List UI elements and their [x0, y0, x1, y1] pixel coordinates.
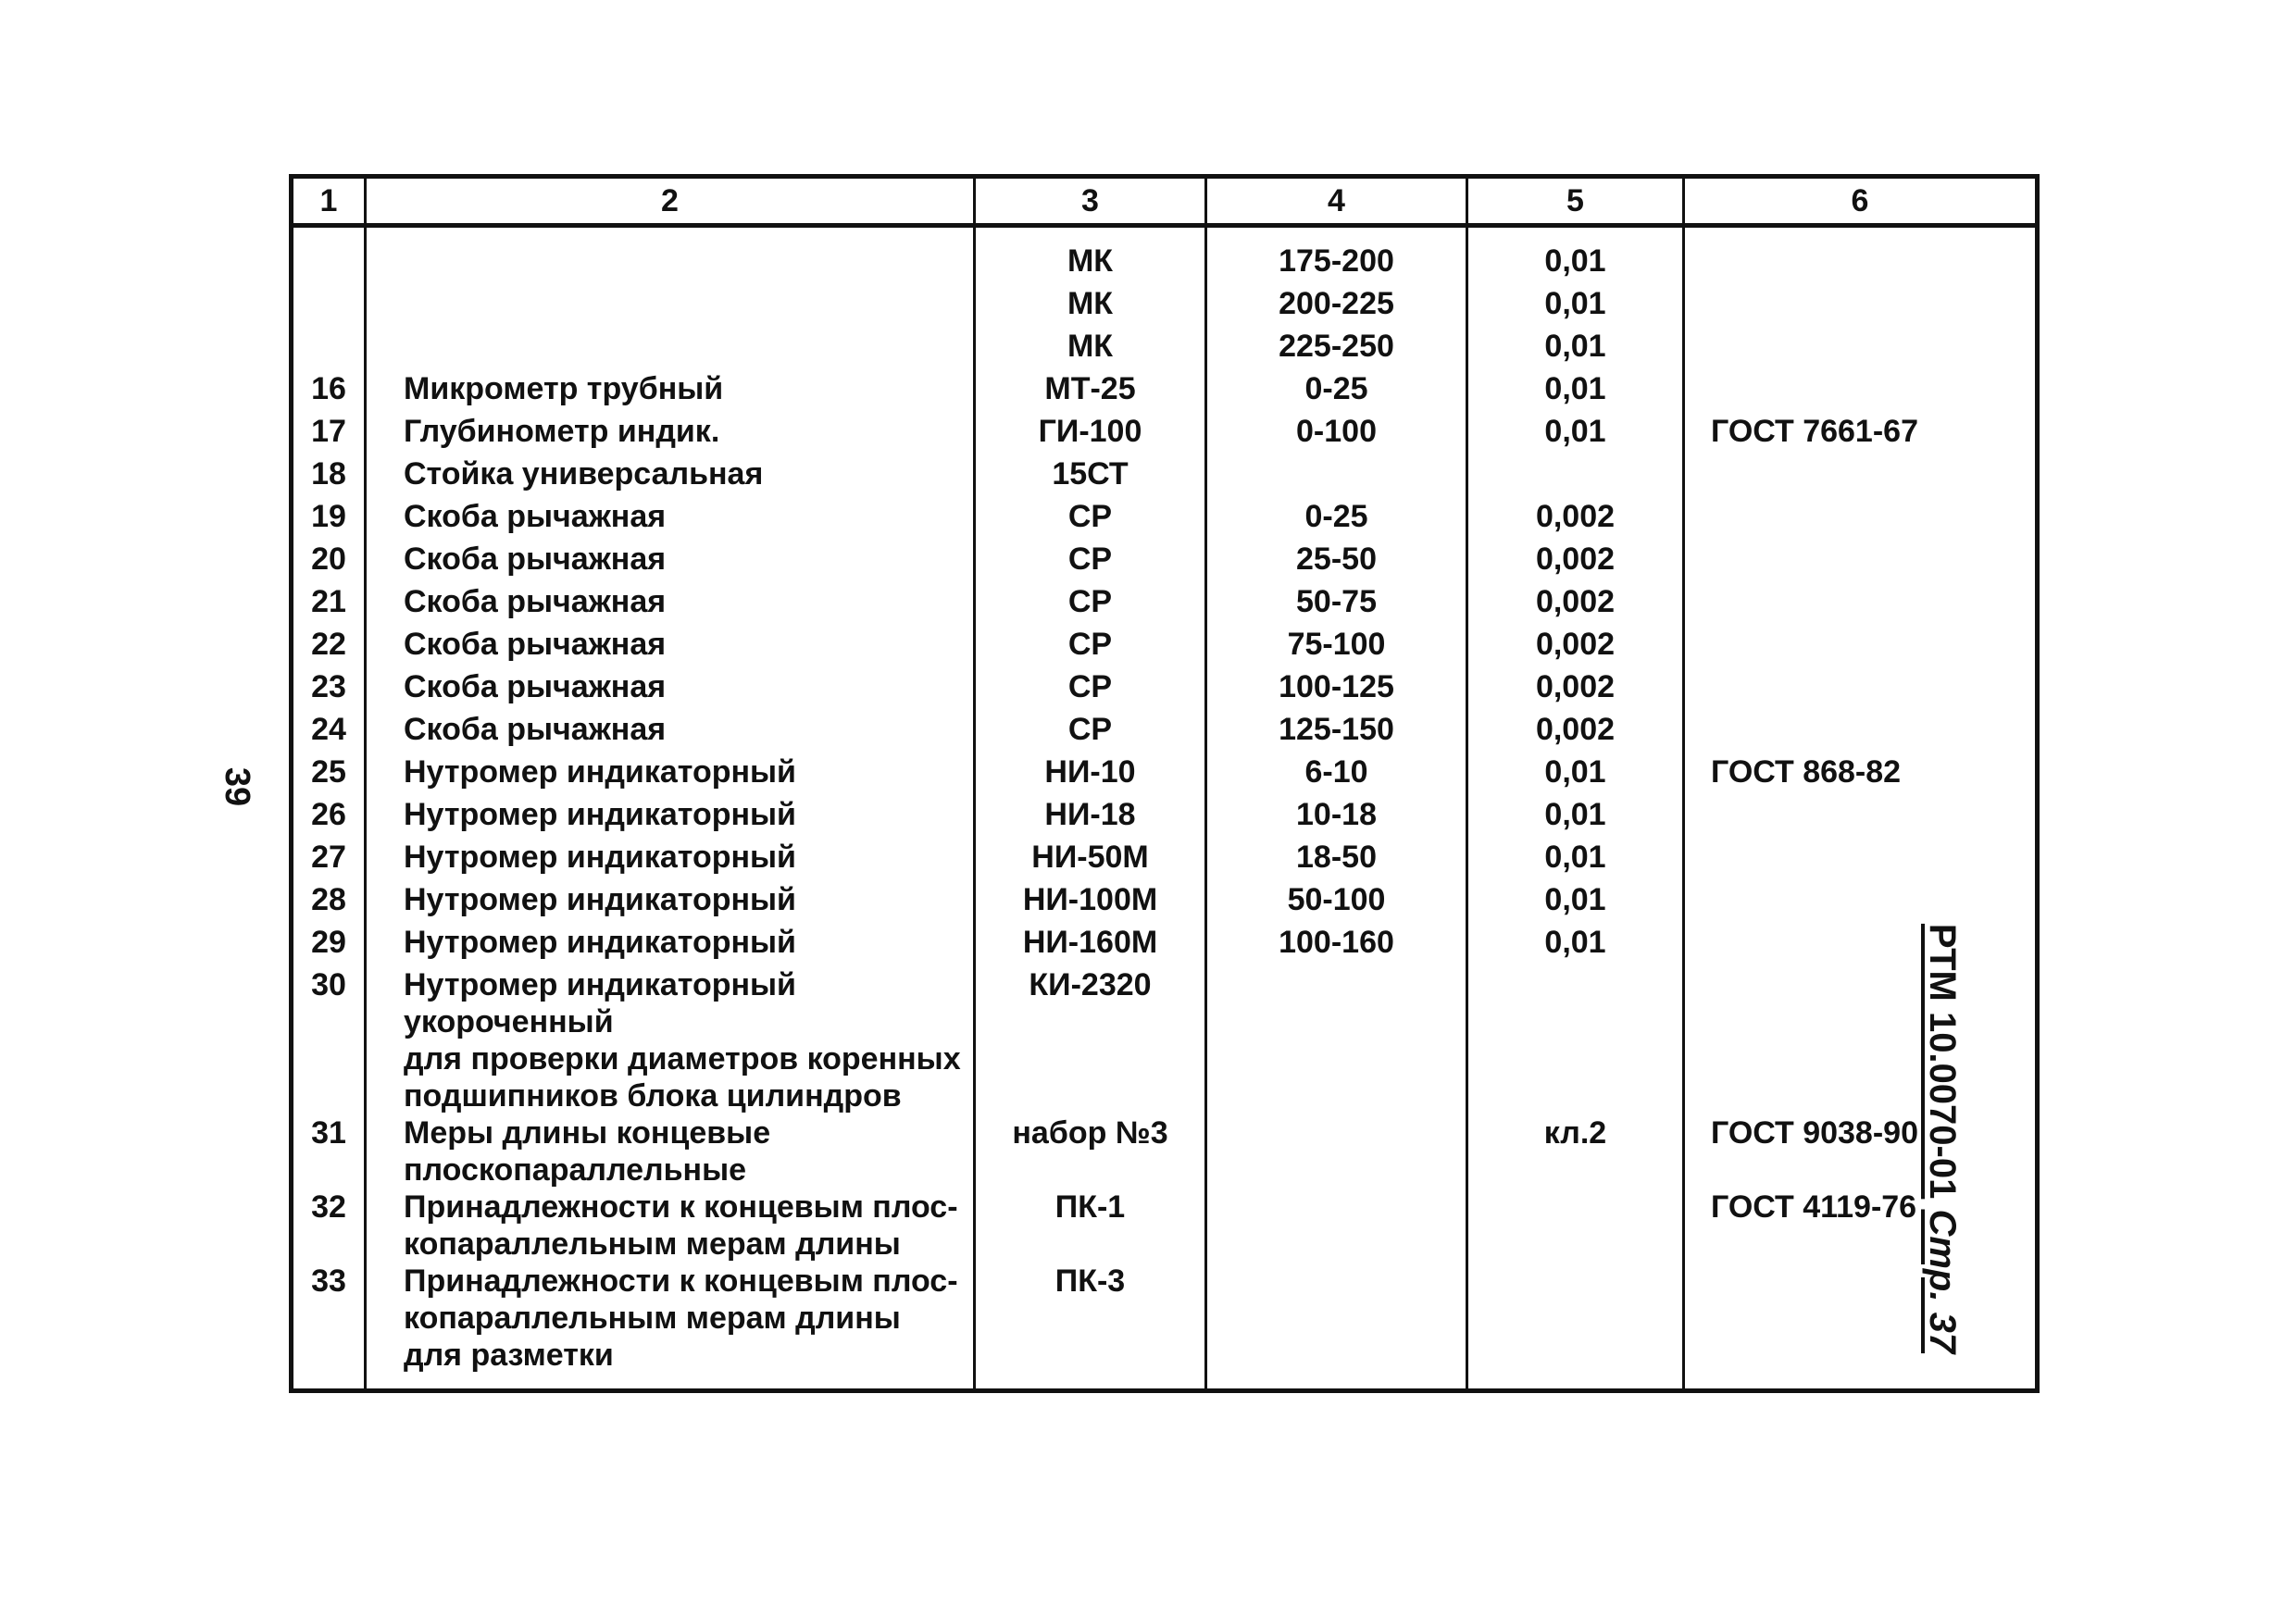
instrument-name: Глубинометр индик.: [366, 413, 975, 455]
standard-ref: ГОСТ 868-82: [1684, 753, 2038, 796]
instrument-name: Нутромер индикаторный: [366, 924, 975, 966]
instrument-type: КИ-2320: [975, 966, 1206, 1114]
division-value: 0,002: [1467, 668, 1684, 711]
instrument-name: [366, 328, 975, 370]
standard-ref: [1684, 711, 2038, 753]
standard-ref: [1684, 668, 2038, 711]
instrument-name-line: копараллельным мерам длины: [404, 1301, 901, 1336]
instrument-name: [366, 226, 975, 286]
table-row: [292, 1263, 2038, 1391]
header-col-3: 3: [975, 177, 1206, 226]
header-col-4: 4: [1206, 177, 1467, 226]
table-row: [292, 966, 2038, 1114]
instrument-type: НИ-18: [975, 796, 1206, 839]
standard-ref: [1684, 226, 2038, 286]
measurement-range: [1206, 1263, 1467, 1391]
row-number: 17: [292, 413, 366, 455]
instrument-name: Скоба рычажная: [366, 711, 975, 753]
measurement-range: 25-50: [1206, 541, 1467, 583]
row-number: 16: [292, 370, 366, 413]
table-row: [292, 455, 2038, 498]
instrument-name-line: Принадлежности к концевым плос-: [404, 1189, 958, 1225]
standard-ref: [1684, 498, 2038, 541]
instrument-type: СР: [975, 541, 1206, 583]
measurement-range: 125-150: [1206, 711, 1467, 753]
instrument-name: Нутромер индикаторный: [366, 796, 975, 839]
row-number: 30: [292, 966, 366, 1114]
table-row: [292, 285, 2038, 328]
division-value: [1467, 966, 1684, 1114]
standard-ref: [1684, 839, 2038, 881]
table-row: [292, 583, 2038, 626]
row-number: [292, 285, 366, 328]
instrument-name-line: подшипников блока цилиндров: [404, 1078, 902, 1114]
instrument-type: НИ-10: [975, 753, 1206, 796]
instrument-name-line: Нутромер индикаторный укороченный: [404, 967, 796, 1039]
row-number: 21: [292, 583, 366, 626]
standard-ref: ГОСТ 4119-76: [1684, 1189, 2038, 1263]
division-value: кл.2: [1467, 1114, 1684, 1189]
standard-ref: [1684, 541, 2038, 583]
table-row: [292, 711, 2038, 753]
row-number: 32: [292, 1189, 366, 1263]
table-row: [292, 668, 2038, 711]
division-value: 0,002: [1467, 498, 1684, 541]
row-number: 28: [292, 881, 366, 924]
row-number: 18: [292, 455, 366, 498]
instrument-type: МК: [975, 226, 1206, 286]
measurement-range: 50-75: [1206, 583, 1467, 626]
table-row: [292, 370, 2038, 413]
instrument-type: 15СТ: [975, 455, 1206, 498]
table-body: [292, 226, 2038, 1391]
measurement-range: 6-10: [1206, 753, 1467, 796]
table-row: [292, 498, 2038, 541]
division-value: 0,01: [1467, 924, 1684, 966]
division-value: 0,01: [1467, 328, 1684, 370]
measurement-range: 225-250: [1206, 328, 1467, 370]
instrument-name-line: для проверки диаметров коренных: [404, 1041, 961, 1077]
row-number: 19: [292, 498, 366, 541]
standard-ref: [1684, 966, 2038, 1114]
instrument-name: [366, 1189, 975, 1263]
division-value: 0,01: [1467, 226, 1684, 286]
instrument-type: СР: [975, 668, 1206, 711]
table-row: [292, 328, 2038, 370]
row-number: 31: [292, 1114, 366, 1189]
row-number: 29: [292, 924, 366, 966]
measurement-range: 100-160: [1206, 924, 1467, 966]
instrument-type: набор №3: [975, 1114, 1206, 1189]
instrument-type: МТ-25: [975, 370, 1206, 413]
measurement-range: 0-100: [1206, 413, 1467, 455]
division-value: 0,01: [1467, 413, 1684, 455]
instrument-name: [366, 1263, 975, 1391]
table-row: [292, 796, 2038, 839]
table-row: [292, 839, 2038, 881]
division-value: 0,01: [1467, 839, 1684, 881]
division-value: 0,01: [1467, 285, 1684, 328]
standard-ref: [1684, 924, 2038, 966]
table-row: [292, 1189, 2038, 1263]
measurement-range: 18-50: [1206, 839, 1467, 881]
table-row: [292, 413, 2038, 455]
measurement-range: 50-100: [1206, 881, 1467, 924]
standard-ref: [1684, 881, 2038, 924]
instrument-name: Скоба рычажная: [366, 583, 975, 626]
instrument-type: НИ-50М: [975, 839, 1206, 881]
measurement-range: 200-225: [1206, 285, 1467, 328]
division-value: 0,01: [1467, 753, 1684, 796]
standard-ref: [1684, 370, 2038, 413]
instrument-name-line: Меры длины концевые: [404, 1115, 771, 1151]
standard-ref: [1684, 626, 2038, 668]
standard-ref: [1684, 455, 2038, 498]
measurement-range: 10-18: [1206, 796, 1467, 839]
standard-ref: ГОСТ 9038-90: [1684, 1114, 2038, 1189]
division-value: 0,002: [1467, 626, 1684, 668]
header-col-5: 5: [1467, 177, 1684, 226]
instrument-type: СР: [975, 583, 1206, 626]
table-header-row: [292, 177, 2038, 226]
table-row: [292, 881, 2038, 924]
instrument-name: [366, 285, 975, 328]
division-value: [1467, 455, 1684, 498]
instrument-name: Скоба рычажная: [366, 668, 975, 711]
instrument-type: МК: [975, 328, 1206, 370]
table-row: [292, 1114, 2038, 1189]
table-row: [292, 626, 2038, 668]
instrument-name: Скоба рычажная: [366, 498, 975, 541]
measurement-range: 0-25: [1206, 370, 1467, 413]
header-col-6: 6: [1684, 177, 2038, 226]
instrument-type: ПК-1: [975, 1189, 1206, 1263]
instrument-name: Скоба рычажная: [366, 541, 975, 583]
table-row: [292, 226, 2038, 286]
row-number: 33: [292, 1263, 366, 1391]
document-code-text: РТМ 10.0070-01: [1922, 923, 1963, 1200]
row-number: 23: [292, 668, 366, 711]
measurement-range: 175-200: [1206, 226, 1467, 286]
instrument-name: [366, 966, 975, 1114]
division-value: 0,01: [1467, 796, 1684, 839]
row-number: 20: [292, 541, 366, 583]
row-number: 27: [292, 839, 366, 881]
standard-ref: [1684, 796, 2038, 839]
instrument-type: НИ-160М: [975, 924, 1206, 966]
standard-ref: [1684, 328, 2038, 370]
instrument-type: НИ-100М: [975, 881, 1206, 924]
division-value: 0,002: [1467, 583, 1684, 626]
instrument-name-line: копараллельным мерам длины: [404, 1226, 901, 1262]
measurement-range: 0-25: [1206, 498, 1467, 541]
row-number: 22: [292, 626, 366, 668]
standard-ref: [1684, 1263, 2038, 1391]
standard-ref: [1684, 285, 2038, 328]
row-number: [292, 226, 366, 286]
instrument-name-line: для разметки: [404, 1338, 614, 1373]
instrument-name: Микрометр трубный: [366, 370, 975, 413]
instrument-type: СР: [975, 498, 1206, 541]
page-number: 39: [218, 766, 256, 807]
division-value: 0,002: [1467, 711, 1684, 753]
instrument-name: [366, 1114, 975, 1189]
instrument-type: СР: [975, 711, 1206, 753]
instrument-type: МК: [975, 285, 1206, 328]
table-row: [292, 924, 2038, 966]
table-row: [292, 753, 2038, 796]
table-row: [292, 541, 2038, 583]
measurement-range: 100-125: [1206, 668, 1467, 711]
measurement-range: [1206, 966, 1467, 1114]
measurement-range: [1206, 1114, 1467, 1189]
division-value: [1467, 1189, 1684, 1263]
row-number: 24: [292, 711, 366, 753]
instrument-name-line: Принадлежности к концевым плос-: [404, 1263, 958, 1299]
measurement-range: [1206, 455, 1467, 498]
instrument-name: Нутромер индикаторный: [366, 839, 975, 881]
instrument-name: Нутромер индикаторный: [366, 753, 975, 796]
document-page-label: Стр. 37: [1922, 1209, 1963, 1354]
standard-ref: ГОСТ 7661-67: [1684, 413, 2038, 455]
row-number: 26: [292, 796, 366, 839]
measurement-range: 75-100: [1206, 626, 1467, 668]
standard-ref: [1684, 583, 2038, 626]
division-value: [1467, 1263, 1684, 1391]
row-number: 25: [292, 753, 366, 796]
division-value: 0,01: [1467, 881, 1684, 924]
header-col-2: 2: [366, 177, 975, 226]
instrument-name: Скоба рычажная: [366, 626, 975, 668]
instrument-type: СР: [975, 626, 1206, 668]
instrument-name: Нутромер индикаторный: [366, 881, 975, 924]
division-value: 0,002: [1467, 541, 1684, 583]
instrument-name-line: плоскопараллельные: [404, 1152, 747, 1188]
instrument-type: ПК-3: [975, 1263, 1206, 1391]
instruments-table: [289, 174, 2040, 1393]
instrument-type: ГИ-100: [975, 413, 1206, 455]
division-value: 0,01: [1467, 370, 1684, 413]
instrument-name: Стойка универсальная: [366, 455, 975, 498]
measurement-range: [1206, 1189, 1467, 1263]
header-col-1: 1: [292, 177, 366, 226]
row-number: [292, 328, 366, 370]
